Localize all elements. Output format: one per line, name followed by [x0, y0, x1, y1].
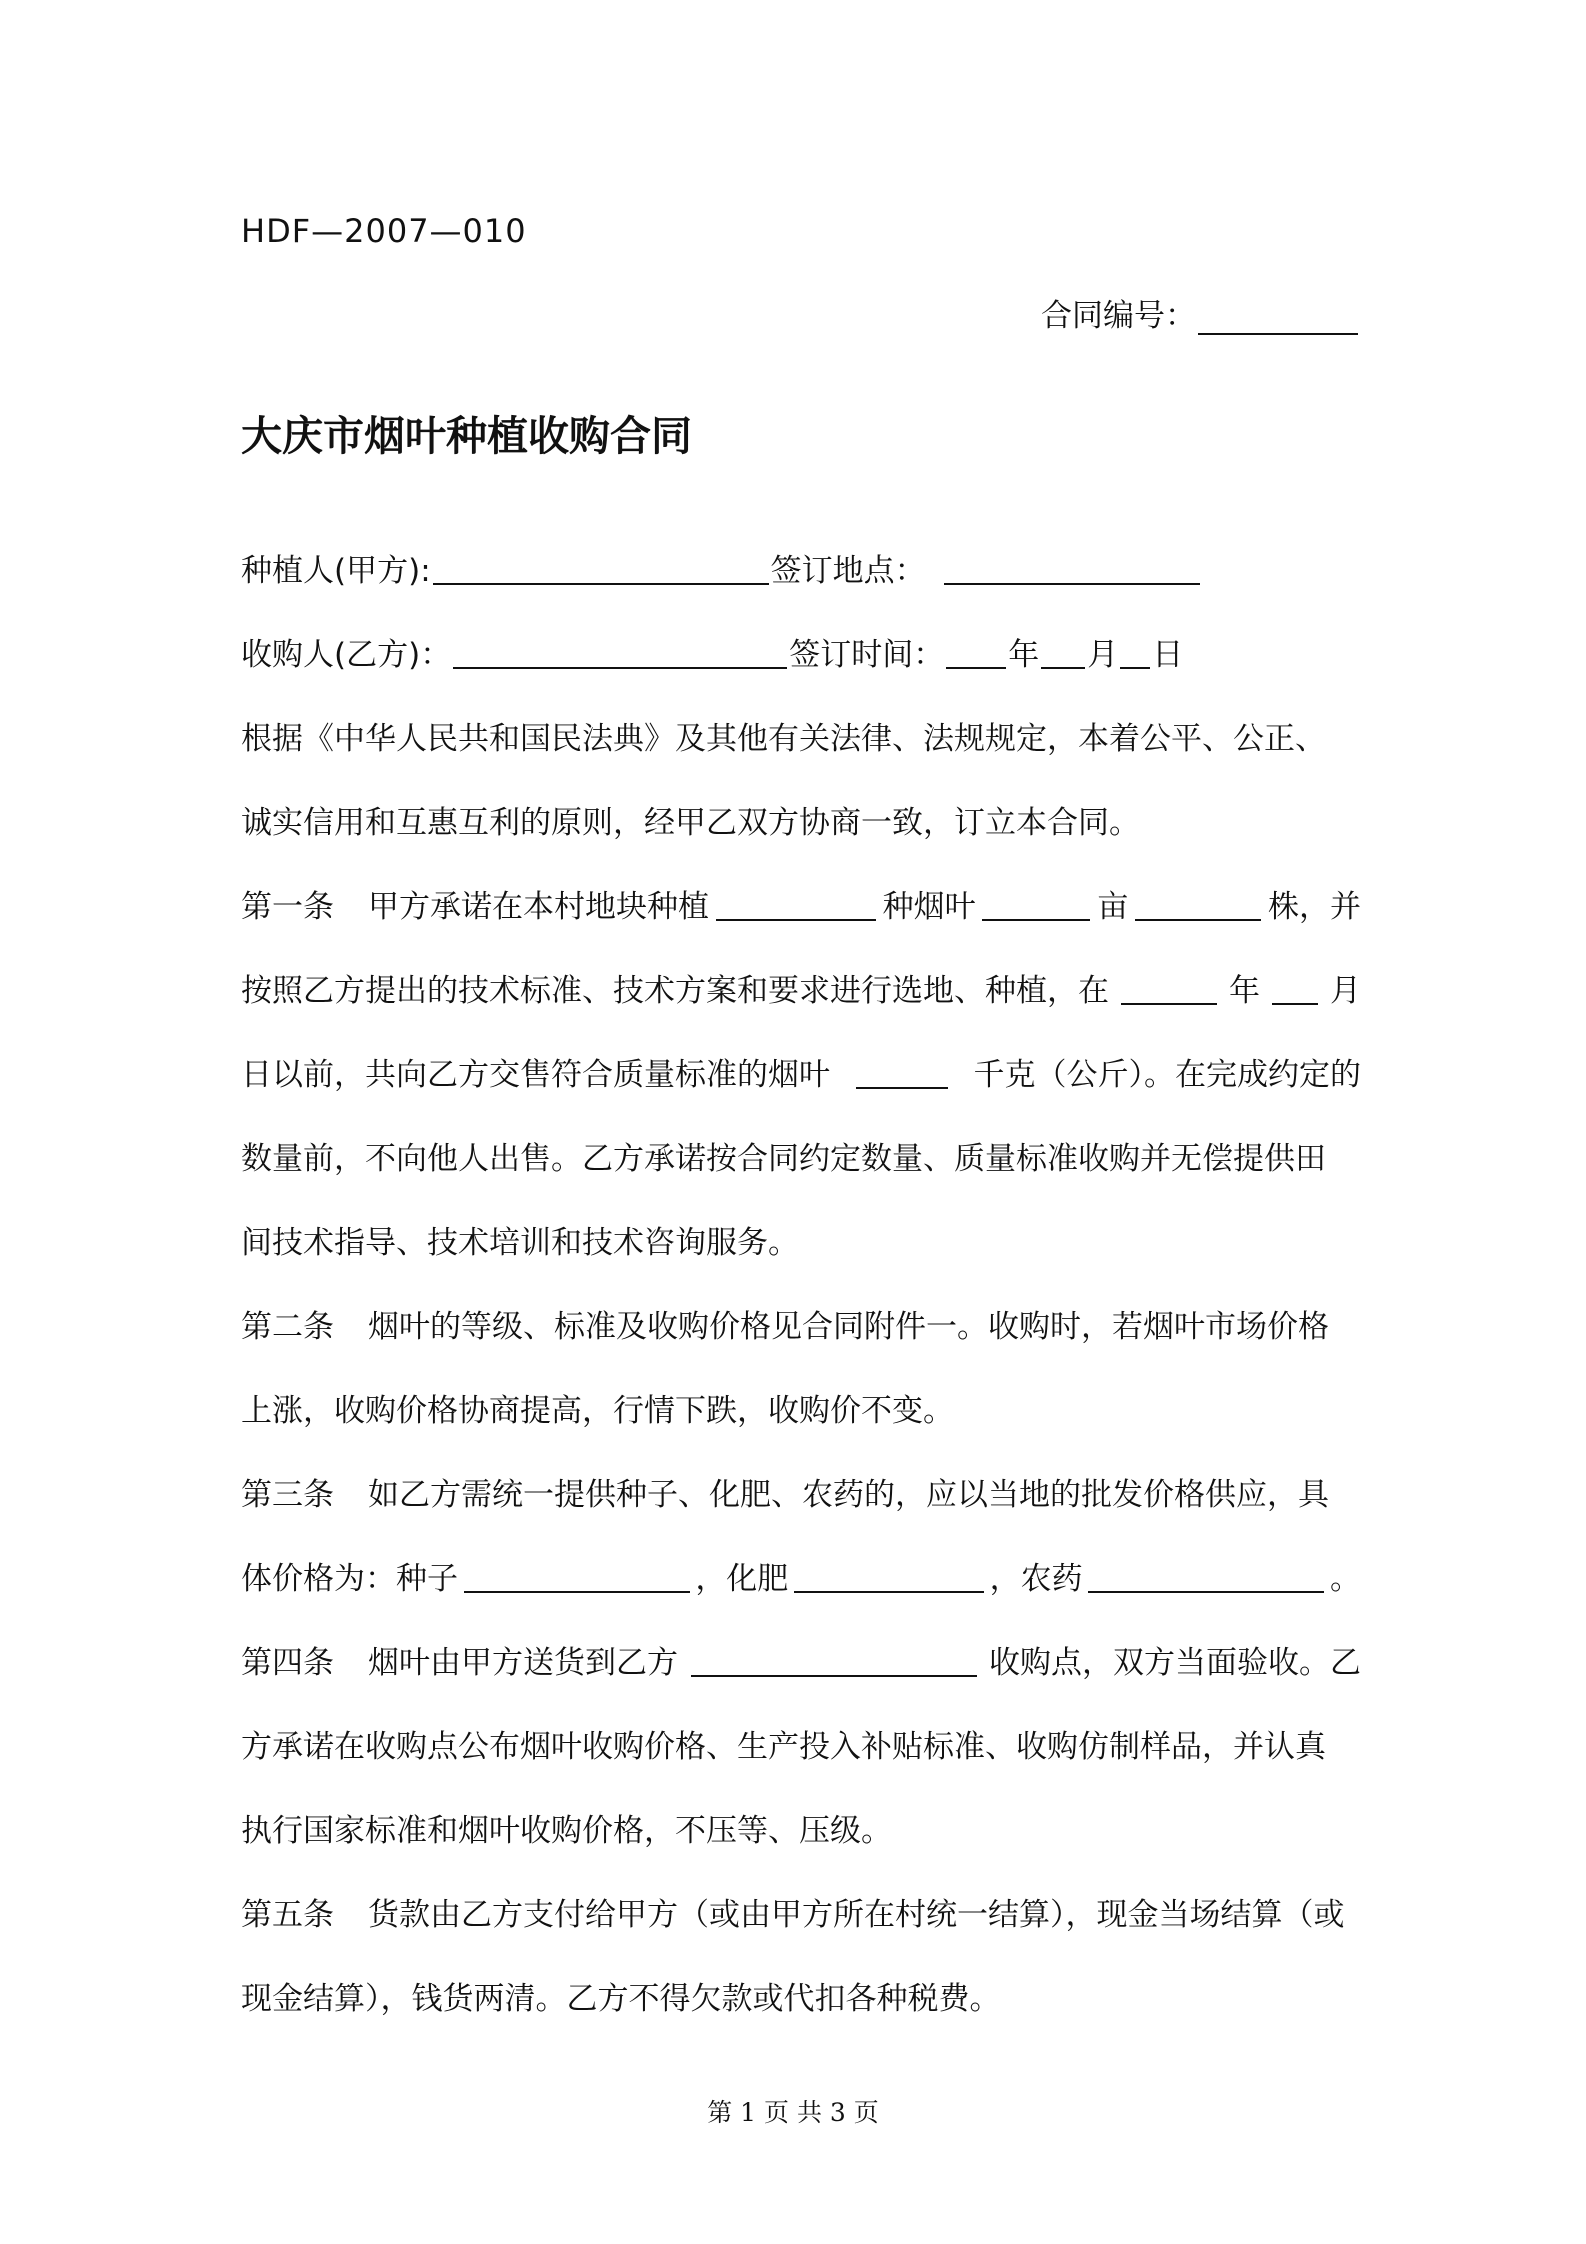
collection-point-blank[interactable]: [691, 1641, 977, 1677]
plant-count-blank[interactable]: [1135, 885, 1261, 921]
article-2-text-a: 烟叶的等级、标准及收购价格见合同附件一。收购时，若烟叶市场价格: [368, 1308, 1329, 1345]
page-title: 大庆市烟叶种植收购合同: [241, 412, 692, 460]
area-blank[interactable]: [982, 885, 1090, 921]
preamble-line-2: 诚实信用和互惠互利的原则，经甲乙双方协商一致，订立本合同。: [241, 804, 1140, 841]
grower-label: 种植人(甲方):: [241, 552, 431, 589]
fertilizer-price-blank[interactable]: [794, 1557, 984, 1593]
article-5-line-2: 现金结算），钱货两清。乙方不得欠款或代扣各种税费。: [241, 1980, 1001, 2017]
article-4-text-a: 烟叶由甲方送货到乙方: [368, 1644, 678, 1681]
article-1-text-c: 亩: [1097, 888, 1129, 925]
article-3-line-1: [241, 1449, 1361, 1533]
delivery-year-blank[interactable]: [1121, 969, 1217, 1005]
buyer-label: 收购人(乙方)：: [241, 636, 452, 673]
article-2-heading: 第二条: [241, 1308, 334, 1345]
article-4-line-2: 方承诺在收购点公布烟叶收购价格、生产投入补贴标准、收购仿制样品，并认真: [241, 1728, 1326, 1765]
contract-number-blank[interactable]: [1198, 299, 1358, 335]
contract-number: [1041, 290, 1360, 335]
article-2-line-2: 上涨，收购价格协商提高，行情下跌，收购价不变。: [241, 1392, 954, 1429]
contract-number-label: 合同编号：: [1041, 298, 1196, 334]
article-4-text-b: 收购点，双方当面验收。乙: [989, 1644, 1361, 1681]
article-4-line-1: [241, 1617, 1361, 1701]
article-5-text-a: 货款由乙方支付给甲方（或由甲方所在村统一结算），现金当场结算（或: [368, 1896, 1345, 1933]
article-1-text-a: 甲方承诺在本村地块种植: [368, 888, 709, 925]
page-footer: 第 1 页 共 3 页: [707, 2098, 879, 2127]
sign-month-label: 月: [1087, 636, 1119, 673]
sign-time-label: 签订时间：: [789, 636, 945, 673]
sign-month-blank[interactable]: [1041, 633, 1085, 669]
article-1-text-e: 按照乙方提出的技术标准、技术方案和要求进行选地、种植，在: [241, 972, 1109, 1009]
article-4-line-3: 执行国家标准和烟叶收购价格，不压等、压级。: [241, 1812, 892, 1849]
article-3-text-d: ，农药: [989, 1560, 1083, 1597]
buyer-line: [241, 609, 1361, 693]
article-1-line-2: [241, 945, 1361, 1029]
article-1-text-d: 株，并: [1267, 888, 1361, 925]
variety-blank[interactable]: [716, 885, 876, 921]
article-3-text-c: ，化肥: [695, 1560, 789, 1597]
sign-day-blank[interactable]: [1120, 633, 1150, 669]
quantity-blank[interactable]: [856, 1053, 948, 1089]
article-3-line-2: [241, 1533, 1361, 1617]
article-1-line-3: [241, 1029, 1361, 1113]
sign-place-blank[interactable]: [944, 549, 1200, 585]
article-1-text-g: 月: [1330, 972, 1361, 1009]
article-1-text-f: 年: [1229, 972, 1260, 1009]
sign-place-label: 签订地点：: [770, 552, 926, 589]
grower-line: [241, 525, 1361, 609]
preamble-line-1: 根据《中华人民共和国民法典》及其他有关法律、法规规定，本着公平、公正、: [241, 720, 1326, 757]
document-code: HDF—2007—010: [241, 212, 527, 250]
article-1-text-i: 千克（公斤）。在完成约定的: [973, 1056, 1361, 1093]
article-1-heading: 第一条: [241, 888, 334, 925]
article-1-text-h: 日以前，共向乙方交售符合质量标准的烟叶: [241, 1056, 830, 1093]
pesticide-price-blank[interactable]: [1088, 1557, 1324, 1593]
contract-body: [241, 525, 1361, 2037]
article-3-heading: 第三条: [241, 1476, 334, 1513]
buyer-blank[interactable]: [453, 633, 787, 669]
article-2-line-1: [241, 1281, 1361, 1365]
article-5-line-1: [241, 1869, 1361, 1953]
article-3-text-a: 如乙方需统一提供种子、化肥、农药的，应以当地的批发价格供应，具: [368, 1476, 1329, 1513]
article-1-line-1: [241, 861, 1361, 945]
sign-day-label: 日: [1152, 636, 1184, 673]
article-1-line-4: 数量前，不向他人出售。乙方承诺按合同约定数量、质量标准收购并无偿提供田: [241, 1140, 1326, 1177]
sign-year-label: 年: [1008, 636, 1040, 673]
seed-price-blank[interactable]: [464, 1557, 690, 1593]
grower-blank[interactable]: [433, 549, 769, 585]
sign-year-blank[interactable]: [946, 633, 1006, 669]
article-5-heading: 第五条: [241, 1896, 334, 1933]
article-4-heading: 第四条: [241, 1644, 334, 1681]
article-3-text-b: 体价格为：种子: [241, 1560, 458, 1597]
article-3-text-e: 。: [1329, 1560, 1361, 1597]
article-1-line-5: 间技术指导、技术培训和技术咨询服务。: [241, 1224, 799, 1261]
article-1-text-b: 种烟叶: [882, 888, 976, 925]
delivery-month-blank[interactable]: [1272, 969, 1318, 1005]
